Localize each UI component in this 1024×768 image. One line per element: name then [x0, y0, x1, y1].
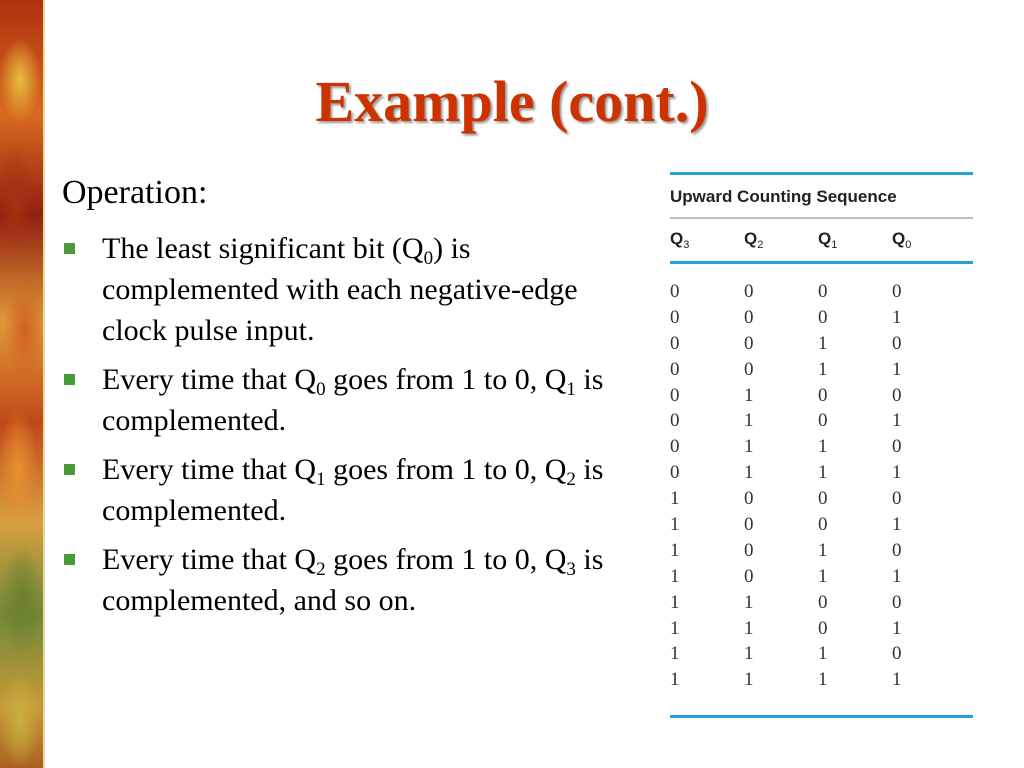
bullet-item: Every time that $Q_1$ goes from 1 to 0, $Q_2$ is complemented. — [62, 449, 622, 531]
table-cell: 0 — [892, 539, 902, 561]
table-cell: 0 — [744, 488, 754, 510]
table-cell: 0 — [670, 358, 680, 380]
table-cell: 1 — [818, 565, 828, 587]
table-cell: 0 — [892, 591, 902, 613]
bullet-item: The least significant bit $(Q_0)$ is complemented with each negative-edge clock pulse input. — [62, 228, 622, 351]
column-header-q0: $Q_0$ — [892, 229, 912, 251]
table-cell: 1 — [670, 514, 680, 536]
table-cell: 1 — [892, 565, 902, 587]
table-cell: 1 — [892, 617, 902, 639]
slide-title: Example (cont.) — [315, 69, 709, 134]
table-row — [670, 618, 973, 644]
table-cell: 0 — [670, 332, 680, 354]
table-row — [670, 385, 973, 411]
table-cell: 1 — [670, 669, 680, 691]
table-header-row — [670, 219, 973, 261]
table-cell: 0 — [892, 281, 902, 302]
square-bullet-icon — [64, 464, 75, 475]
table-cell: 1 — [744, 591, 754, 613]
table-cell: 1 — [892, 410, 902, 432]
table-cell: 1 — [818, 539, 828, 561]
table-cell: 0 — [670, 281, 680, 302]
table-cell: 0 — [818, 306, 828, 328]
bullet-list — [62, 228, 622, 629]
table-cell: 1 — [892, 306, 902, 328]
table-cell: 1 — [670, 565, 680, 587]
table-cell: 1 — [818, 643, 828, 665]
table-cell: 1 — [670, 617, 680, 639]
table-cell: 0 — [670, 306, 680, 328]
table-row — [670, 592, 973, 618]
table-cell: 0 — [744, 565, 754, 587]
table-row — [670, 410, 973, 436]
square-bullet-icon — [64, 243, 75, 254]
table-cell: 1 — [744, 643, 754, 665]
table-cell: 1 — [744, 462, 754, 484]
square-bullet-icon — [64, 374, 75, 385]
table-cell: 0 — [892, 643, 902, 665]
table-row — [670, 669, 973, 695]
table-row — [670, 488, 973, 514]
table-row — [670, 333, 973, 359]
table-cell: 0 — [818, 488, 828, 510]
table-body — [670, 264, 973, 715]
table-cell: 1 — [670, 488, 680, 510]
table-row — [670, 643, 973, 669]
table-cell: 0 — [670, 384, 680, 406]
table-cell: 0 — [818, 617, 828, 639]
table-cell: 0 — [818, 384, 828, 406]
table-row — [670, 281, 973, 307]
table-cell: 0 — [670, 436, 680, 458]
bullet-item: Every time that $Q_2$ goes from 1 to 0, $Q_3$ is complemented, and so on. — [62, 539, 622, 621]
table-caption: Upward Counting Sequence — [670, 187, 897, 206]
table-cell: 0 — [818, 281, 828, 302]
table-cell: 0 — [892, 384, 902, 406]
table-cell: 1 — [670, 591, 680, 613]
table-cell: 1 — [892, 462, 902, 484]
bullet-item: Every time that $Q_0$ goes from 1 to 0, $Q_1$ is complemented. — [62, 359, 622, 441]
table-cell: 0 — [744, 514, 754, 536]
table-cell: 1 — [670, 643, 680, 665]
column-header-q3: $Q_3$ — [670, 229, 690, 251]
table-cell: 0 — [744, 332, 754, 354]
table-bottom-rule — [670, 715, 973, 718]
table-cell: 1 — [892, 358, 902, 380]
table-row — [670, 566, 973, 592]
column-header-q2: $Q_2$ — [744, 229, 764, 251]
table-cell: 0 — [818, 410, 828, 432]
table-cell: 0 — [744, 358, 754, 380]
table-row — [670, 359, 973, 385]
column-header-q1: $Q_1$ — [818, 229, 838, 251]
table-cell: 0 — [670, 410, 680, 432]
table-cell: 1 — [744, 617, 754, 639]
operation-heading: Operation: — [62, 174, 208, 211]
table-cell: 0 — [818, 514, 828, 536]
table-cell: 1 — [744, 669, 754, 691]
table-cell: 1 — [818, 358, 828, 380]
table-cell: 0 — [818, 591, 828, 613]
table-cell: 0 — [892, 332, 902, 354]
table-cell: 1 — [818, 669, 828, 691]
square-bullet-icon — [64, 554, 75, 565]
table-cell: 0 — [670, 462, 680, 484]
table-row — [670, 540, 973, 566]
table-cell: 1 — [818, 436, 828, 458]
table-cell: 1 — [744, 384, 754, 406]
table-cell: 0 — [744, 306, 754, 328]
counting-sequence-table — [670, 172, 973, 718]
table-cell: 0 — [744, 539, 754, 561]
table-row — [670, 462, 973, 488]
table-row — [670, 514, 973, 540]
table-row — [670, 307, 973, 333]
table-cell: 1 — [892, 514, 902, 536]
table-cell: 1 — [892, 669, 902, 691]
table-cell: 0 — [744, 281, 754, 302]
table-cell: 1 — [744, 410, 754, 432]
table-cell: 0 — [892, 488, 902, 510]
table-cell: 1 — [670, 539, 680, 561]
table-row — [670, 436, 973, 462]
table-cell: 0 — [892, 436, 902, 458]
table-cell: 1 — [744, 436, 754, 458]
table-cell: 1 — [818, 332, 828, 354]
table-cell: 1 — [818, 462, 828, 484]
